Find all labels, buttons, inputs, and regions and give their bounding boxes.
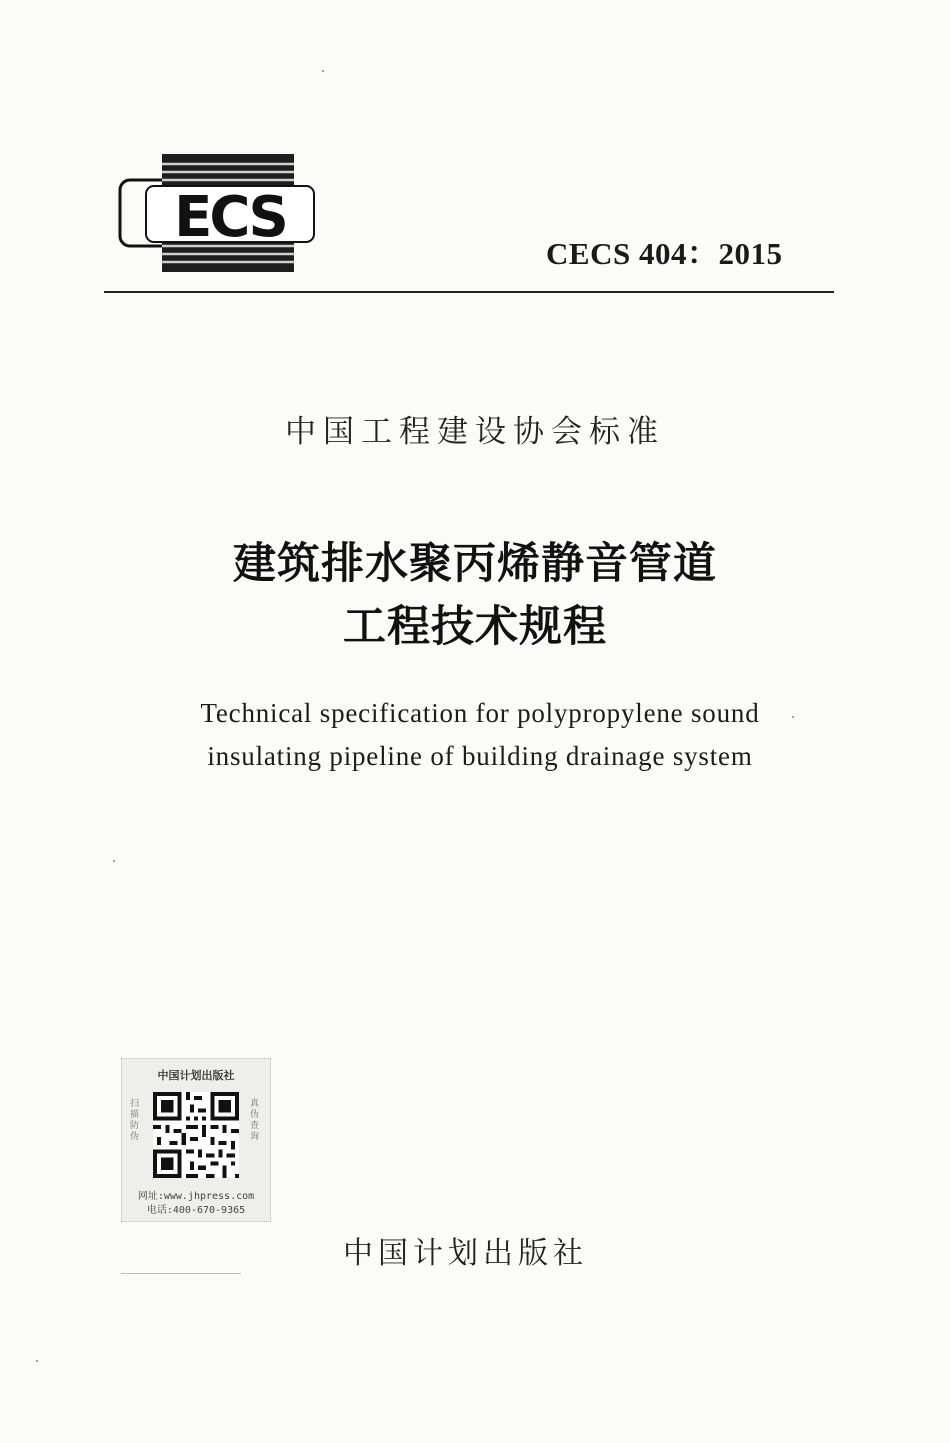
ecs-logo-icon [118,152,318,274]
qr-code-icon[interactable] [153,1092,239,1178]
scan-speck [113,860,115,862]
title-en-line1: Technical specification for polypropylene sound [200,698,760,728]
stamp-phone: 电话:400-670-9365 [146,1205,246,1216]
header-divider [104,291,834,293]
stamp-header: 中国计划出版社 [157,1069,235,1082]
scan-speck [322,70,324,72]
stamp-left-text: 扫描防伪 [130,1099,140,1142]
title-en-line2: insulating pipeline of building drainage system [207,741,753,771]
logo-text: ECS [174,185,286,250]
scan-speck [792,716,794,718]
scan-speck [36,1360,38,1362]
stamp-right-text: 真伪查询 [250,1099,260,1142]
stamp-website: 网址:www.jhpress.com [137,1191,255,1202]
standard-code: CECS 404：2015 [546,236,783,271]
association-name: 中国工程建设协会标准 [285,414,665,450]
stamp-edge-line [121,1273,241,1274]
title-cn-line1: 建筑排水聚丙烯静音管道 [233,539,717,589]
publisher-name: 中国计划出版社 [343,1236,588,1271]
anti-counterfeit-label [121,1058,271,1222]
title-cn-line2: 工程技术规程 [343,602,607,652]
